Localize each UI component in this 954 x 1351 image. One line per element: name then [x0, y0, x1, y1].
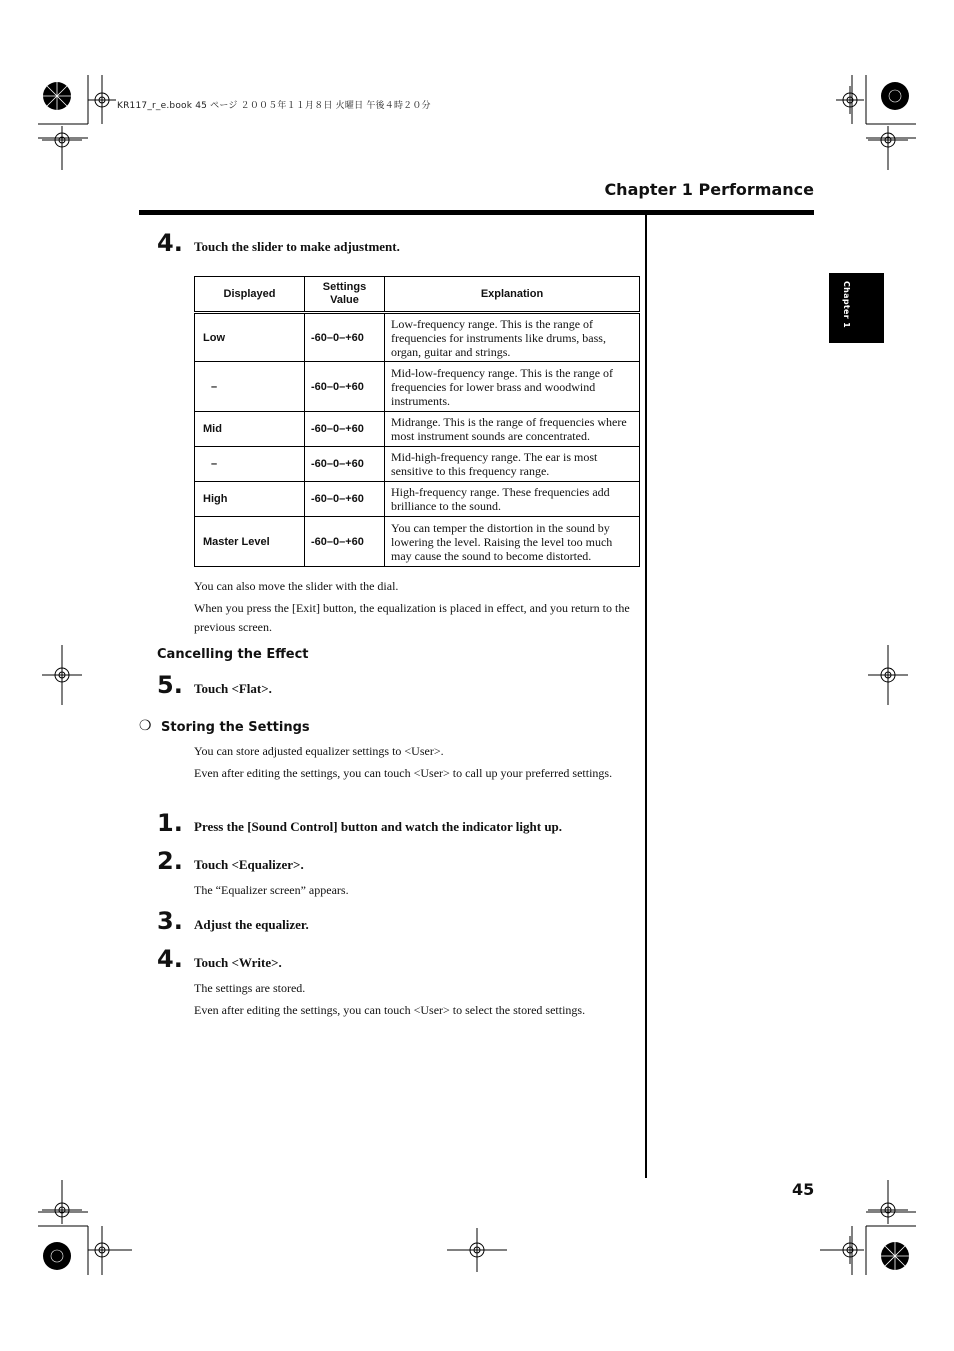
step-text: Press the [Sound Control] button and watch the indicator light up.: [194, 819, 563, 834]
table-row: [195, 362, 640, 412]
column-rule: [645, 215, 647, 1178]
cell-displayed: Master Level: [195, 517, 305, 567]
cell-displayed: –: [195, 447, 305, 482]
chapter-header: Chapter 1 Performance: [604, 180, 814, 199]
circle-bullet-icon: ❍: [139, 718, 152, 734]
header-rule: [139, 210, 814, 215]
step-number: 4.: [157, 229, 183, 257]
cell-displayed: Low: [195, 313, 305, 362]
step-text: Adjust the equalizer.: [194, 917, 309, 932]
cell-displayed: High: [195, 482, 305, 517]
storing-paragraph: Even after editing the settings, you can touch <User> to call up your preferred settings.: [194, 766, 613, 780]
step-text: Touch <Flat>.: [194, 681, 272, 696]
note-dial: You can also move the slider with the dial.: [194, 579, 399, 593]
cancel-heading: Cancelling the Effect: [157, 647, 309, 662]
chapter-side-tab-label: Chapter 1: [842, 281, 851, 328]
table-row: [195, 447, 640, 482]
stored-paragraph: The settings are stored.: [194, 981, 306, 995]
cell-explanation: Low-frequency range. This is the range of frequencies for instruments like drums, bass, organ, guitar and strings.: [385, 313, 640, 362]
cell-displayed: –: [195, 362, 305, 412]
cell-explanation: You can temper the distortion in the sound by lowering the level. Raising the level too much may cause the sound to become distorted.: [385, 517, 640, 567]
cell-value: -60–0–+60: [305, 517, 385, 567]
cell-value: -60–0–+60: [305, 447, 385, 482]
step-number: 3.: [157, 907, 183, 935]
stored-paragraph: Even after editing the settings, you can touch <User> to select the stored settings.: [194, 1003, 586, 1017]
step-number: 5.: [157, 671, 183, 699]
cell-value: -60–0–+60: [305, 313, 385, 362]
cell-value: -60–0–+60: [305, 482, 385, 517]
table-row: [195, 482, 640, 517]
step-number: 1.: [157, 809, 183, 837]
storing-paragraph: You can store adjusted equalizer settings to <User>.: [194, 744, 444, 758]
equalizer-table: [194, 276, 640, 567]
table-header-row: [195, 277, 640, 313]
table-row: [195, 313, 640, 362]
step-note: The “Equalizer screen” appears.: [194, 883, 349, 897]
cell-explanation: High-frequency range. These frequencies add brilliance to the sound.: [385, 482, 640, 517]
print-info: KR117_r_e.book 45 ページ ２００５年１１月８日 火曜日 午後４時２０分: [117, 101, 431, 111]
storing-heading: Storing the Settings: [161, 720, 310, 735]
step-number: 2.: [157, 847, 183, 875]
cell-explanation: Mid-high-frequency range. The ear is most sensitive to this frequency range.: [385, 447, 640, 482]
step-number: 4.: [157, 945, 183, 973]
header-settings-value: Settings Value: [305, 277, 385, 313]
cell-value: -60–0–+60: [305, 362, 385, 412]
header-explanation: Explanation: [385, 277, 640, 313]
cell-explanation: Midrange. This is the range of frequencies where most instrument sounds are concentrated.: [385, 412, 640, 447]
table-row: [195, 412, 640, 447]
step-text: Touch the slider to make adjustment.: [194, 239, 400, 254]
step-text: Touch <Equalizer>.: [194, 857, 304, 872]
table-row: [195, 517, 640, 567]
cell-explanation: Mid-low-frequency range. This is the range of frequencies for lower brass and woodwind instruments.: [385, 362, 640, 412]
cell-displayed: Mid: [195, 412, 305, 447]
step-text: Touch <Write>.: [194, 955, 282, 970]
note-exit: When you press the [Exit] button, the equalization is placed in effect, and you return to the previous screen.: [194, 601, 630, 634]
cell-value: -60–0–+60: [305, 412, 385, 447]
chapter-side-tab: [829, 273, 884, 343]
page-number: 45: [792, 1180, 815, 1199]
header-displayed: Displayed: [195, 277, 305, 313]
